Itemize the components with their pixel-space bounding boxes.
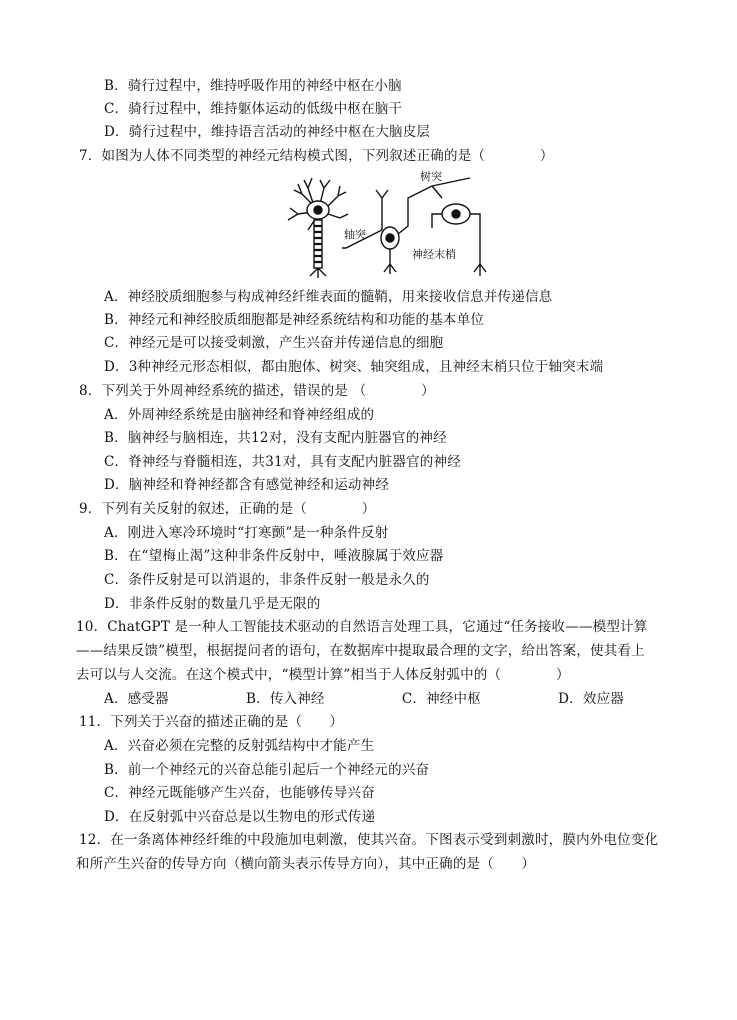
q10-option-c: C．神经中枢 <box>401 691 481 707</box>
q7-option-d: D．3种神经元形态相似，都由胞体、树突、轴突组成，且神经末梢只位于轴突末端 <box>104 359 604 375</box>
q7-option-c: C．神经元是可以接受刺激，产生兴奋并传递信息的细胞 <box>104 335 444 351</box>
nerve-ending-label: 神经末梢 <box>412 248 456 261</box>
q10-options <box>104 689 624 709</box>
q11-stem: 11．下列关于兴奋的描述正确的是（ ） <box>79 714 344 730</box>
q11-option-a: A．兴奋必须在完整的反射弧结构中才能产生 <box>104 738 375 754</box>
q10-stem-line-3: 去可以与人交流。在这个模式中，“模型计算”相当于人体反射弧中的（ ） <box>76 667 570 683</box>
motor-neuron <box>288 178 348 278</box>
q11-option-d: D．在反射弧中兴奋总是以生物电的形式传递 <box>104 809 376 825</box>
q10-option-d: D．效应器 <box>558 691 624 707</box>
q9-stem: 9．下列有关反射的叙述，正确的是（ ） <box>79 501 376 517</box>
q9-option-d: D．非条件反射的数量几乎是无限的 <box>104 596 321 612</box>
dendrite-label: 树突 <box>420 170 442 183</box>
q10-option-a: A．感受器 <box>104 691 169 707</box>
q6-option-d: D．骑行过程中，维持语言活动的神经中枢在大脑皮层 <box>104 124 431 140</box>
q10-option-b: B．传入神经 <box>246 691 325 707</box>
q9-option-b: B．在“望梅止渴”这种非条件反射中，唾液腺属于效应器 <box>104 548 444 564</box>
neuron-diagram <box>272 168 504 280</box>
q12-stem-line-1: 12．在一条离体神经纤维的中段施加电刺激，使其兴奋。下图表示受到刺激时，膜内外电位变化 <box>79 832 659 848</box>
q10-stem-line-1: 10．ChatGPT 是一种人工智能技术驱动的自然语言处理工具，它通过“任务接收——模型计算 <box>76 619 648 635</box>
q8-option-a: A．外周神经系统是由脑神经和脊神经组成的 <box>104 407 375 423</box>
q8-option-c: C．脊神经与脊髓相连，共31对，具有支配内脏器官的神经 <box>104 454 461 470</box>
q11-option-c: C．神经元既能够产生兴奋，也能够传导兴奋 <box>104 785 375 801</box>
q8-option-d: D．脑神经和脊神经都含有感觉神经和运动神经 <box>104 477 390 493</box>
q6-option-c: C．骑行过程中，维持躯体运动的低级中枢在脑干 <box>104 101 403 117</box>
q7-stem: 7．如图为人体不同类型的神经元结构模式图，下列叙述正确的是（ ） <box>79 148 554 164</box>
q12-stem-line-2: 和所产生兴奋的传导方向（横向箭头表示传导方向），其中正确的是（ ） <box>76 856 536 872</box>
q8-option-b: B．脑神经与脑相连，共12对，没有支配内脏器官的神经 <box>104 430 447 446</box>
q11-option-b: B．前一个神经元的兴奋总能引起后一个神经元的兴奋 <box>104 762 430 778</box>
q8-stem: 8．下列关于外周神经系统的描述，错误的是 （ ） <box>79 383 435 399</box>
axon-label: 轴突 <box>344 228 366 241</box>
q9-option-c: C．条件反射是可以消退的，非条件反射一般是永久的 <box>104 572 430 588</box>
q7-option-a: A．神经胶质细胞参与构成神经纤维表面的髓鞘，用来接收信息并传递信息 <box>104 289 553 305</box>
q7-option-b: B．神经元和神经胶质细胞都是神经系统结构和功能的基本单位 <box>104 312 485 328</box>
interneuron <box>432 178 486 276</box>
q9-option-a: A．刚进入寒冷环境时“打寒颤”是一种条件反射 <box>104 525 389 541</box>
q6-option-b: B．骑行过程中，维持呼吸作用的神经中枢在小脑 <box>104 78 402 94</box>
q10-stem-line-2: ——结果反馈”模型，根据提问者的语句，在数据库中提取最合理的文字，给出答案，使其看上 <box>76 643 645 659</box>
